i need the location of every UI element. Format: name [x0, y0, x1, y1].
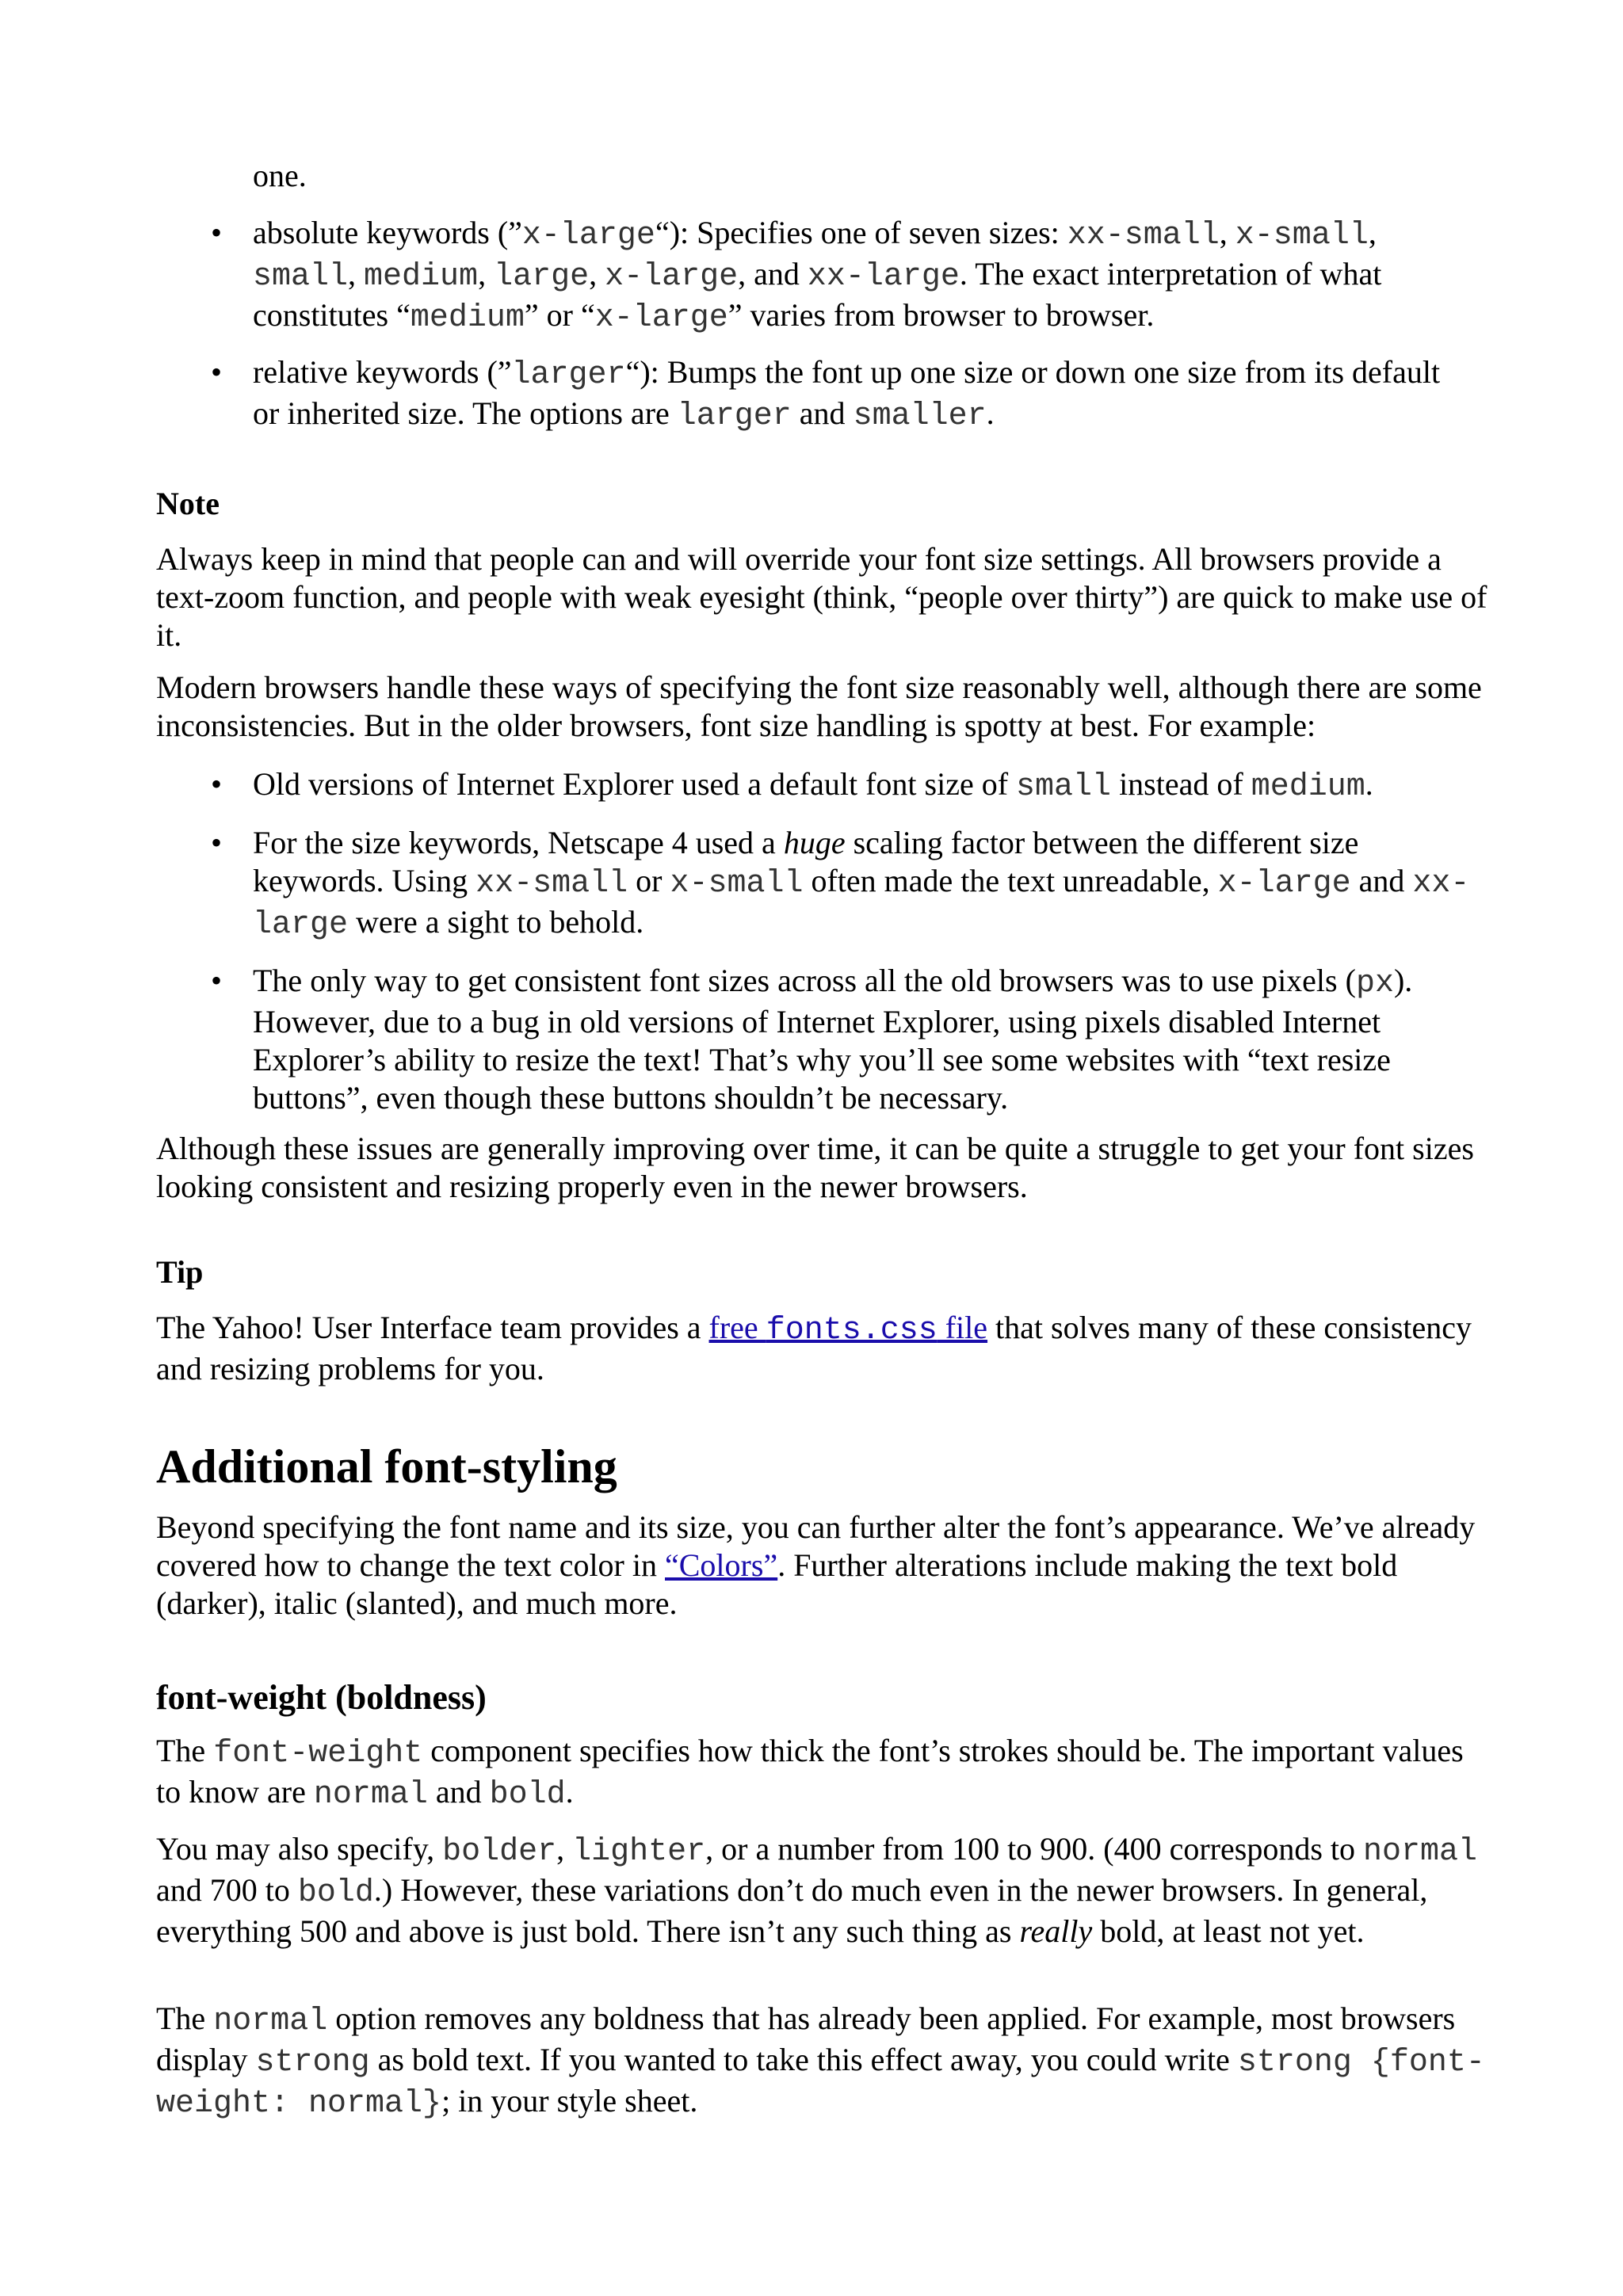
paragraph-normal-option: The normal option removes any boldness that has already been applied. For example, most browsers display strong as bold text. If you wanted to take this effect away, you could write strong {font-weight: normal}; in your style sheet.	[156, 2000, 1485, 2122]
list-item-netscape: For the size keywords, Netscape 4 used a huge scaling factor between the different size keywords. Using xx-small or x-small often made the text unreadable, x-large and xx-large were a sight to behold.	[253, 825, 1470, 943]
bullet-marker: •	[211, 766, 223, 802]
list-item-relative-keywords: relative keywords (”larger“): Bumps the font up one size or down one size from its default or inherited size. The options are larger and smaller.	[253, 354, 1441, 434]
paragraph-modern-browsers: Modern browsers handle these ways of specifying the font size reasonably well, although there are some inconsistencies. But in the older browsers, font size handling is spotty at best. For example:	[156, 669, 1482, 743]
tip-text: The Yahoo! User Interface team provides a free fonts.css file that solves many of these consistency and resizing problems for you.	[156, 1310, 1472, 1386]
paragraph-although: Although these issues are generally improving over time, it can be quite a struggle to get your font sizes looking consistent and resizing properly even in the newer browsers.	[156, 1131, 1474, 1204]
bullet-marker: •	[211, 354, 223, 390]
bullet-marker: •	[211, 963, 223, 998]
note-label: Note	[156, 486, 220, 521]
list-item-old-ie: Old versions of Internet Explorer used a default font size of small instead of medium.	[253, 766, 1373, 805]
fonts-css-link[interactable]: free fonts.css file	[708, 1310, 988, 1348]
section-intro: Beyond specifying the font name and its size, you can further alter the font’s appearance. We’ve already covered how to change the text color in “Colors”. Further alterations include making the text bold (darker), italic (slanted), and much more.	[156, 1509, 1476, 1621]
continuation-text: one.	[253, 158, 307, 193]
paragraph-bolder-lighter: You may also specify, bolder, lighter, or a number from 100 to 900. (400 corresponds to normal and 700 to bold.) However, these variations don’t do much even in the newer browsers. In general, everything 500 and above is just bold. There isn’t any such thing as really bold, at least not yet.	[156, 1831, 1478, 1949]
tip-label: Tip	[156, 1254, 204, 1290]
bullet-marker: •	[211, 215, 223, 250]
list-item-absolute-keywords: absolute keywords (”x-large“): Specifies one of seven sizes: xx-small, x-small, small, medium, large, x-large, and xx-large. The exact interpretation of what constitutes “medium” or “x-large” varies from browser to browser.	[253, 215, 1382, 336]
bullet-marker: •	[211, 825, 223, 860]
subsection-heading: font-weight (boldness)	[156, 1678, 487, 1717]
note-text: Always keep in mind that people can and will override your font size settings. All browsers provide a text-zoom function, and people with weak eyesight (think, “people over thirty”) are quick to make use of it.	[156, 541, 1487, 653]
section-heading: Additional font-styling	[156, 1440, 617, 1493]
paragraph-font-weight: The font-weight component specifies how thick the font’s strokes should be. The important values to know are normal and bold.	[156, 1733, 1464, 1813]
colors-link[interactable]: “Colors”	[665, 1547, 778, 1583]
list-item-pixels: The only way to get consistent font sizes across all the old browsers was to use pixels (px). However, due to a bug in old versions of Internet Explorer, using pixels disabled Internet Explorer’s ability to resize the text! That’s why you’ll see some websites with “text resize buttons”, even though these buttons shouldn’t be necessary.	[253, 963, 1413, 1116]
